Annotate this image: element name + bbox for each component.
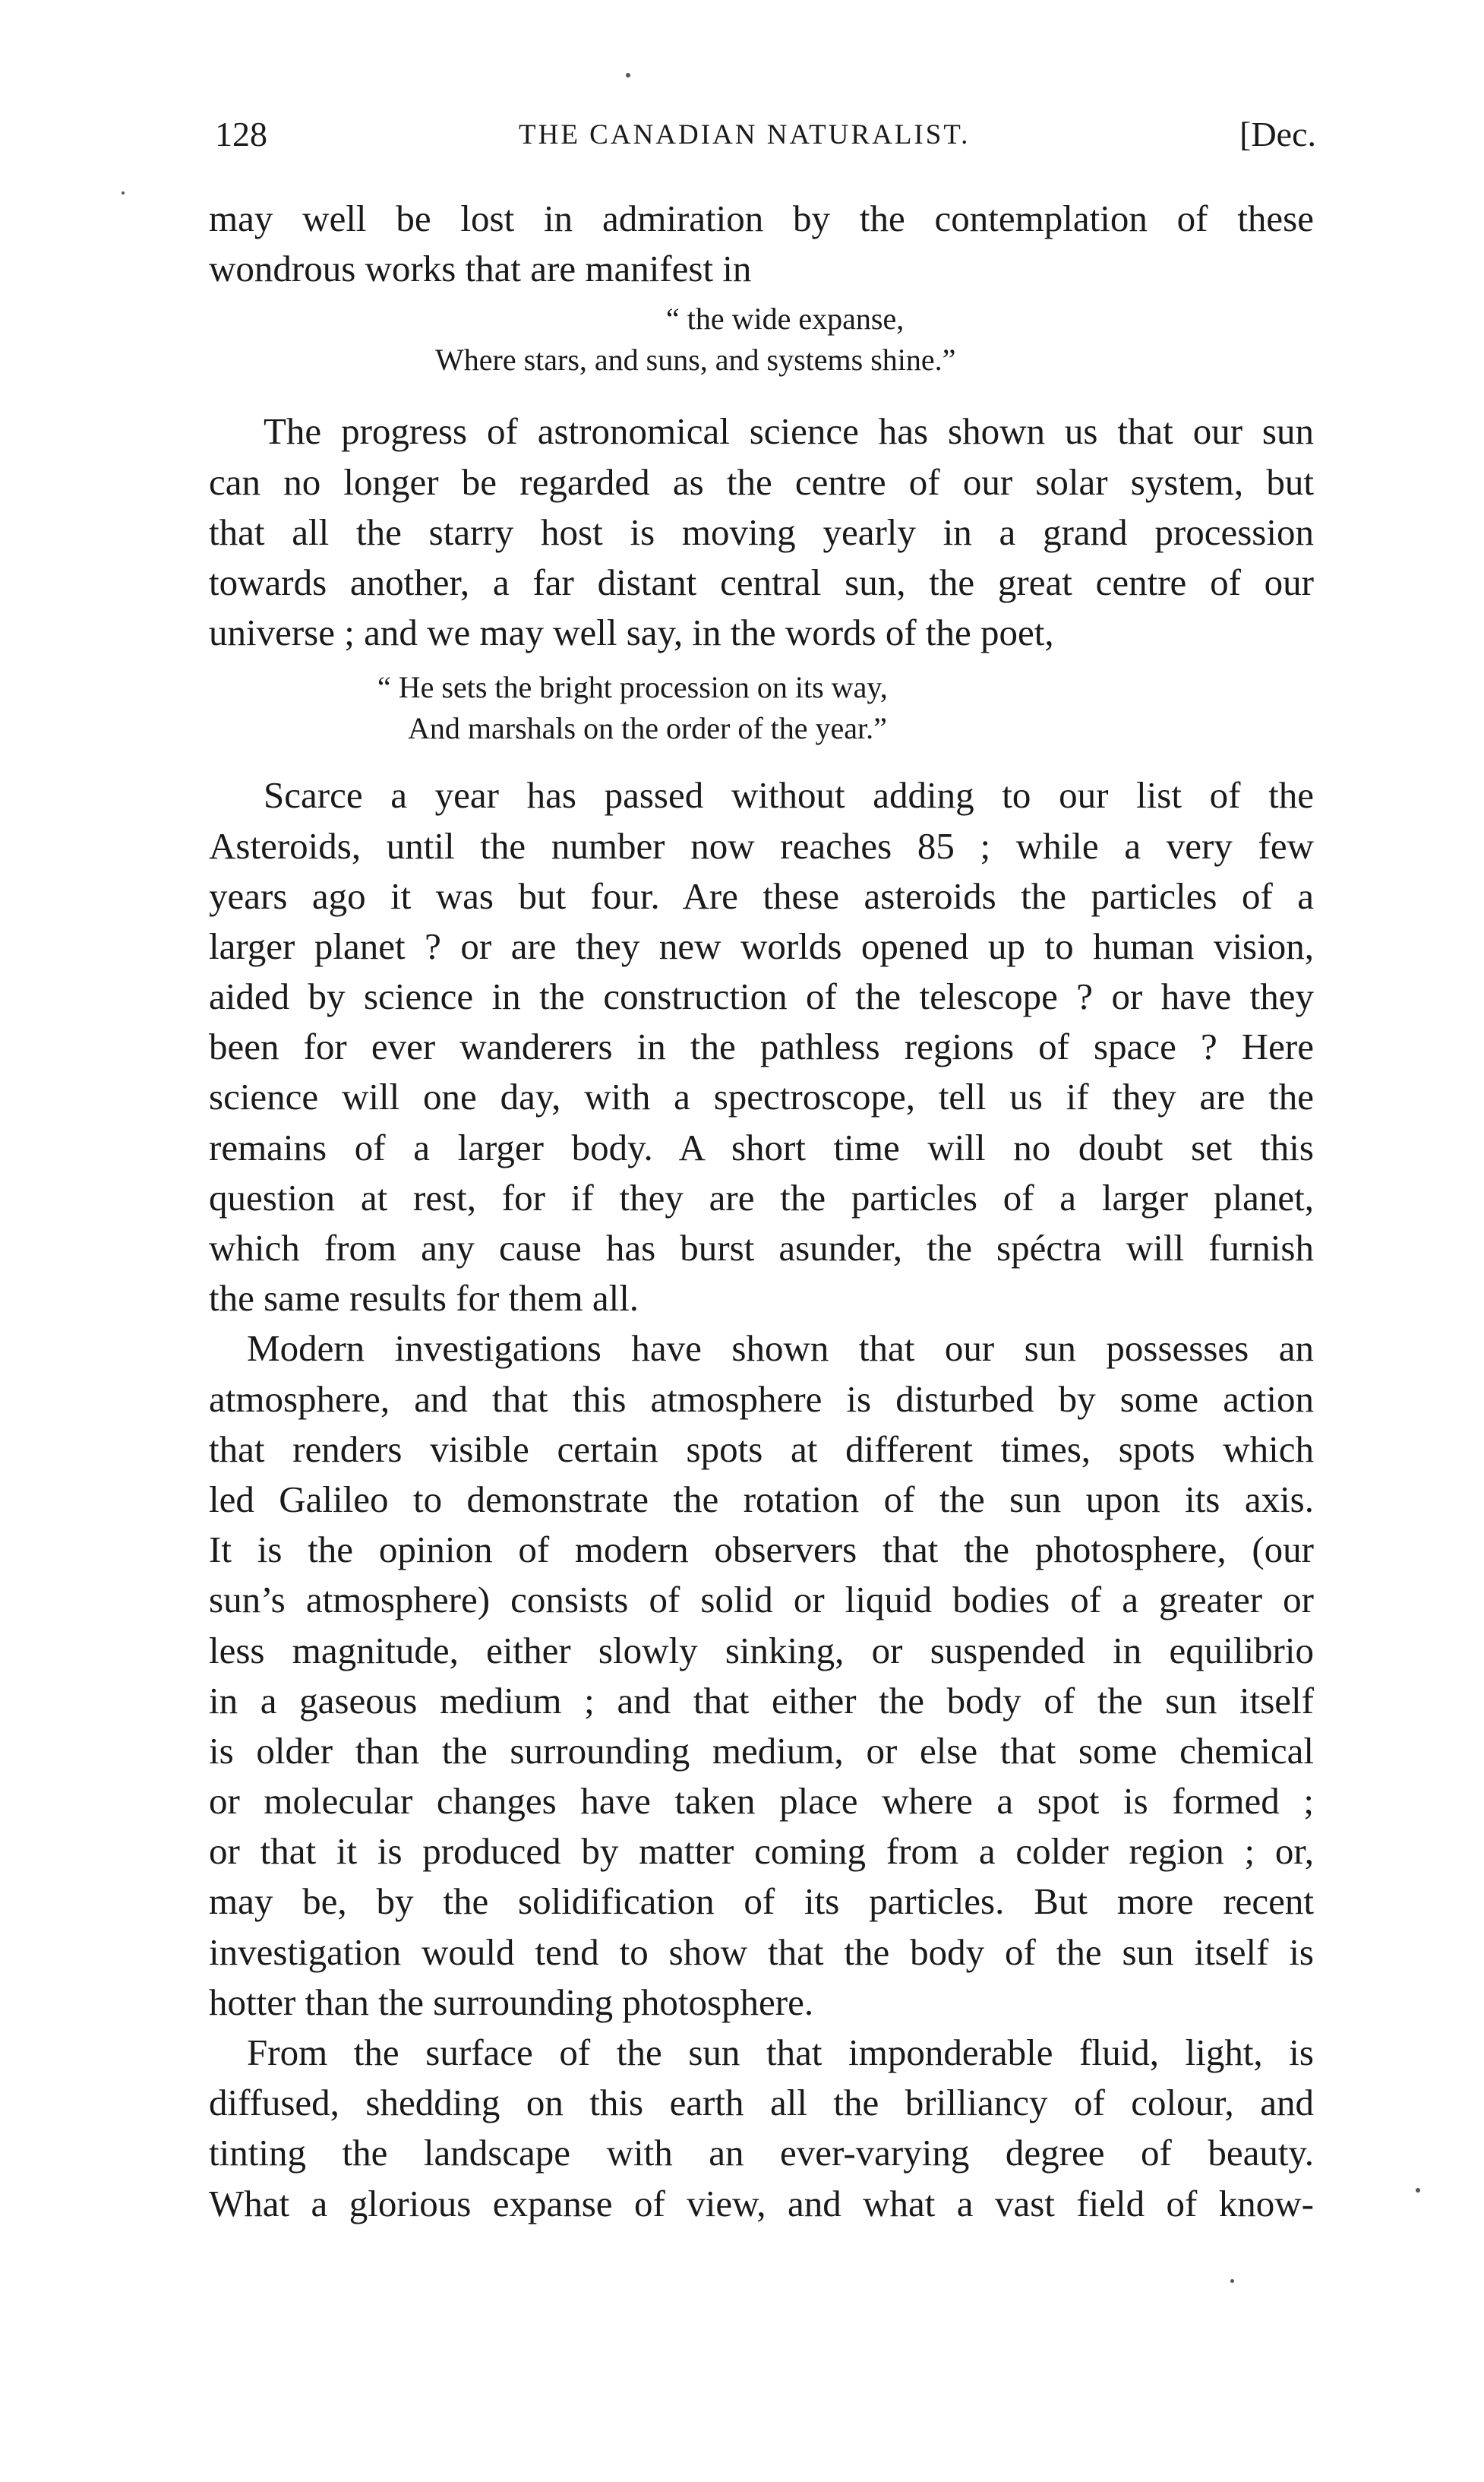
text-line: Modern investigations have shown that our sun possesses an — [247, 1327, 1314, 1370]
verse-line: “ He sets the bright procession on its way, — [377, 670, 888, 705]
text-line: the same results for them all. — [209, 1277, 639, 1320]
text-line: atmosphere, and that this atmosphere is disturbed by some action — [209, 1377, 1314, 1420]
page-header — [215, 114, 1316, 167]
print-speck — [626, 73, 630, 77]
verse-quote-1 — [209, 299, 1314, 381]
paragraph-intro — [209, 194, 1314, 294]
text-line: Asteroids, until the number now reaches 85 ; while a very few — [209, 824, 1314, 867]
text-line: From the surface of the sun that imponderable fluid, light, is — [247, 2031, 1314, 2073]
text-line: may well be lost in admiration by the contemplation of these — [209, 198, 1314, 239]
print-speck — [1416, 2188, 1420, 2193]
text-line: tinting the landscape with an ever-varying degree of beauty. — [209, 2132, 1314, 2174]
text-line: or that it is produced by matter coming from a colder region ; or, — [209, 1830, 1314, 1873]
print-speck — [1230, 2279, 1234, 2283]
text-line: may be, by the solidification of its particles. But more recent — [209, 1880, 1314, 1923]
text-line: universe ; and we may well say, in the words of the poet, — [209, 612, 1054, 654]
paragraph-asteroids — [209, 770, 1314, 1323]
text-line: that all the starry host is moving yearly in a grand procession — [209, 511, 1314, 553]
text-line: years ago it was but four. Are these asteroids the particles of a — [209, 874, 1314, 917]
text-line: remains of a larger body. A short time will no doubt set this — [209, 1126, 1314, 1168]
text-line: that renders visible certain spots at different times, spots which — [209, 1428, 1314, 1470]
text-line: The progress of astronomical science has shown us that our sun — [264, 410, 1314, 453]
text-line: can no longer be regarded as the centre of our solar system, but — [209, 460, 1314, 503]
paragraph-modern-investigations — [209, 1323, 1314, 2028]
text-line: It is the opinion of modern observers that the photosphere, (our — [209, 1529, 1314, 1571]
text-line: investigation would tend to show that the body of the sun itself is — [209, 1930, 1314, 1973]
body-text — [209, 194, 1314, 2229]
text-line: led Galileo to demonstrate the rotation of the sun upon its axis. — [209, 1478, 1314, 1520]
text-line: less magnitude, either slowly sinking, or suspended in equilibrio — [209, 1629, 1314, 1671]
paragraph-progress — [209, 406, 1314, 658]
text-line: What a glorious expanse of view, and what a vast field of know- — [209, 2182, 1314, 2224]
verse-line: “ the wide expanse, — [666, 302, 905, 337]
text-line: question at rest, for if they are the particles of a larger planet, — [209, 1176, 1314, 1219]
running-title: THE CANADIAN NATURALIST. — [519, 119, 971, 150]
text-line: aided by science in the construction of the telescope ? or have they — [209, 975, 1314, 1018]
text-line: larger planet ? or are they new worlds opened up to human vision, — [209, 925, 1314, 967]
text-line: hotter than the surrounding photosphere. — [209, 1981, 814, 2023]
verse-quote-2 — [209, 667, 1314, 749]
text-line: in a gaseous medium ; and that either the body of the sun itself — [209, 1679, 1314, 1722]
text-line: or molecular changes have taken place where a spot is formed ; — [209, 1780, 1314, 1823]
text-line: sun’s atmosphere) consists of solid or liquid bodies of a greater or — [209, 1579, 1314, 1621]
text-line: is older than the surrounding medium, or else that some chemical — [209, 1729, 1314, 1772]
text-line: science will one day, with a spectroscope, tell us if they are the — [209, 1076, 1314, 1118]
page-number: 128 — [215, 115, 267, 153]
text-line: been for ever wanderers in the pathless regions of space ? Here — [209, 1026, 1314, 1068]
text-line: Scarce a year has passed without adding to our list of the — [264, 774, 1314, 817]
text-line: diffused, shedding on this earth all the brilliancy of colour, and — [209, 2082, 1314, 2124]
text-line: towards another, a far distant central sun, the great centre of our — [209, 561, 1314, 603]
verse-line: And marshals on the order of the year.” — [408, 711, 887, 746]
paragraph-sun-surface — [209, 2028, 1314, 2229]
running-date: [Dec. — [1239, 115, 1316, 153]
print-speck — [122, 191, 125, 194]
verse-line: Where stars, and suns, and systems shine.” — [435, 343, 956, 378]
text-line: which from any cause has burst asunder, the spéctra will furnish — [209, 1227, 1314, 1269]
text-line: wondrous works that are manifest in — [209, 248, 752, 290]
